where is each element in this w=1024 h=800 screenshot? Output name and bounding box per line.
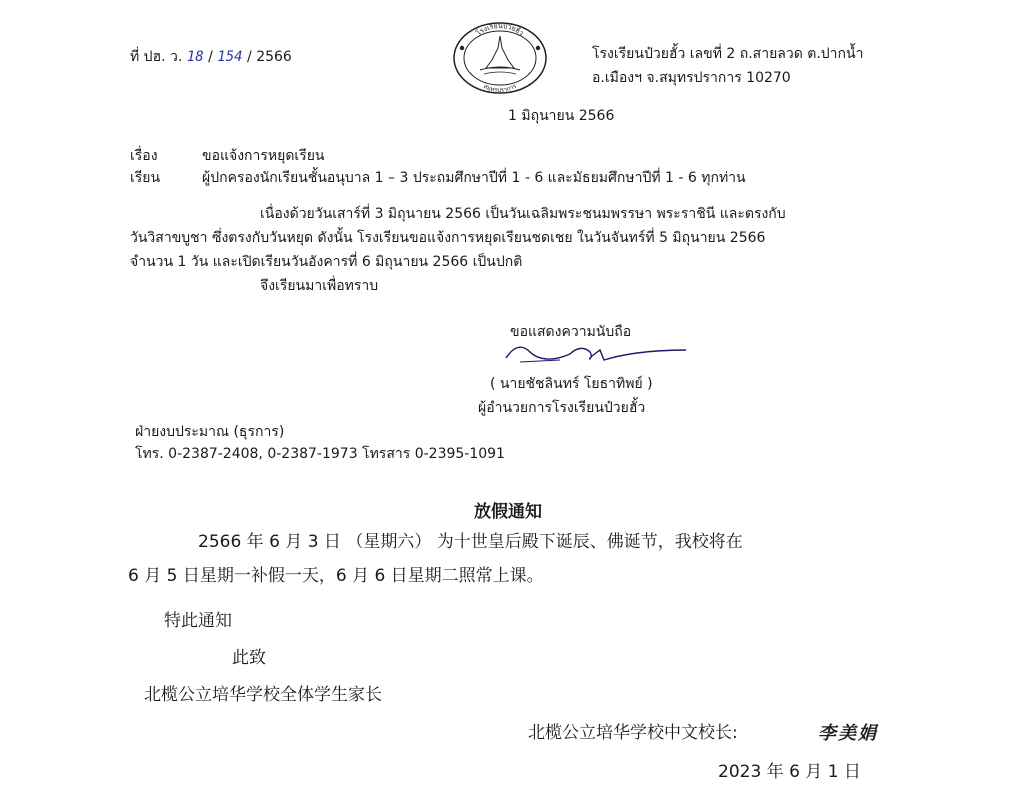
seal-text-bottom: สมุทรปราการ [482, 82, 518, 95]
ref-num1: 18 [186, 49, 204, 65]
thai-body-line1: เนื่องด้วยวันเสาร์ที่ 3 มิถุนายน 2566 เป็นวันเฉลิมพระชนมพรรษา พระราชินี และตรงกับ [260, 206, 786, 222]
svg-text:โรงเรียนป๋วยฮั้ว [474, 22, 525, 37]
school-address-line2: อ.เมืองฯ จ.สมุทรปราการ 10270 [592, 70, 791, 86]
chinese-signer-signature: 李美娟 [818, 723, 878, 744]
director-signature [500, 338, 690, 368]
school-address-line1: โรงเรียนป๋วยฮั้ว เลขที่ 2 ถ.สายลวด ต.ปากน้ำ [592, 46, 864, 62]
thai-closing: จึงเรียนมาเพื่อทราบ [260, 278, 379, 294]
chinese-body-line2: 6 月 5 日星期一补假一天，6 月 6 日星期二照常上课。 [128, 566, 544, 586]
chinese-addressee: 北榄公立培华学校全体学生家长 [144, 685, 382, 705]
department: ฝ่ายงบประมาณ (ธุรการ) [135, 424, 285, 440]
signer-title: ผู้อำนวยการโรงเรียนป๋วยฮั้ว [478, 400, 646, 416]
seal-text-top: โรงเรียนป๋วยฮั้ว [474, 21, 526, 38]
chinese-regards: 此致 [232, 648, 266, 668]
reference-number: ที่ ปฮ. ว. 18 / 154 / 2566 [130, 49, 292, 65]
chinese-title: 放假通知 [474, 502, 542, 522]
contact-phone: โทร. 0-2387-2408, 0-2387-1973 โทรสาร 0-2395-1091 [135, 446, 505, 462]
chinese-date: 2023 年 6 月 1 日 [718, 762, 861, 782]
subject-label: เรื่อง [130, 148, 158, 164]
thai-body-line2: วันวิสาขบูชา ซึ่งตรงกับวันหยุด ดังนั้น โรงเรียนขอแจ้งการหยุดเรียนชดเชย ในวันจันทร์ที่ 5 มิถุนายน 2566 [130, 230, 766, 246]
ref-prefix: ที่ ปฮ. ว. [130, 49, 183, 65]
chinese-body-line1: 2566 年 6 月 3 日 （星期六） 为十世皇后殿下诞辰、佛诞节，我校将在 [198, 532, 743, 552]
school-seal [450, 20, 550, 96]
subject-text: ขอแจ้งการหยุดเรียน [202, 148, 325, 164]
thai-body-line3: จำนวน 1 วัน และเปิดเรียนวันอังคารที่ 6 มิถุนายน 2566 เป็นปกติ [130, 254, 523, 270]
ref-year: 2566 [256, 49, 292, 65]
ref-num2: 154 [217, 49, 243, 65]
recipient-label: เรียน [130, 170, 161, 186]
letter-date: 1 มิถุนายน 2566 [508, 108, 615, 124]
thai-regards: ขอแสดงความนับถือ [510, 324, 632, 340]
chinese-signer-label: 北榄公立培华学校中文校长: [528, 723, 738, 743]
recipient-text: ผู้ปกครองนักเรียนชั้นอนุบาล 1 – 3 ประถมศึกษาปีที่ 1 - 6 และมัธยมศึกษาปีที่ 1 - 6 ทุกท่าน [202, 170, 746, 186]
signer-name: ( นายชัชลินทร์ โยธาทิพย์ ) [490, 376, 653, 392]
chinese-notice: 特此通知 [164, 611, 232, 631]
